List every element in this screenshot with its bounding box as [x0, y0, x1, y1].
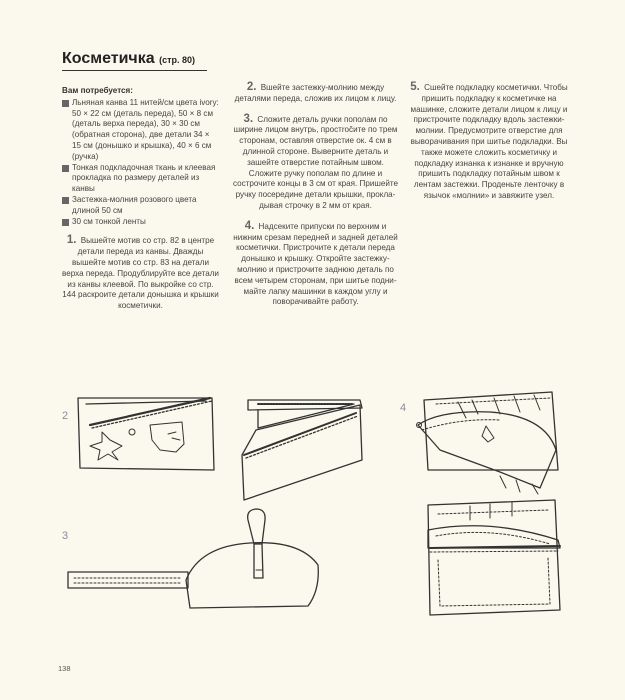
materials-heading: Вам потребуется: — [62, 86, 133, 95]
step-text: Вшейте застежку-молнию между деталями переда, сложив их лицом к лицу. — [234, 83, 397, 103]
step-text: Сшейте подкладку косметички. Чтобы пришить подкладку к косметичке на машинке, сложите детали лицом к лицу и пристрочите подкладку вдоль застежки-молнии. Предусмотрите отверстие для выворачивания при шитье подкладки. Вы также можете сложить косметичку и подкладку изнанка к изнанке и вручную пришить подкладку потайным швом к лентам застежки. Проденьте ленточку в язычок «молнии» и завяжите узел. — [410, 83, 568, 200]
figure-3-handle-strip-illustration — [68, 572, 188, 588]
figure-label-3: 3 — [62, 530, 69, 542]
page-reference: (стр. 80) — [159, 55, 195, 65]
step-number: 1. — [66, 234, 77, 247]
figure-4-assembly-illustration — [417, 392, 559, 494]
figure-2-zipper-illustration — [242, 400, 362, 500]
step-number: 3. — [243, 112, 254, 125]
title-text: Косметичка — [62, 50, 155, 67]
figure-label-4: 4 — [400, 402, 407, 414]
step-text: Надсеките припуски по верхним и нижним срезам передней и задней деталей косметички. Пристрочите к детали переда донышко и крышку. Откройте застежку-молнию и пристрочите заднюю деталь по всем четырем сторонам, при шитье поднимайте лапку машинки в каждом углу и поворачивайте работу. — [233, 221, 398, 307]
figure-label-2: 2 — [62, 410, 69, 422]
material-item: 30 см тонкой ленты — [62, 217, 219, 228]
material-item: Тонкая подкладочная ткань и клеевая прокладка по размеру деталей из канвы — [62, 163, 219, 195]
page-number: 138 — [58, 664, 71, 673]
step-text: Сложите деталь ручки пополам по ширине лицом внутрь, простročите по трем сторонам, оставляя отверстие ок. 4 см в длинной стороне. Выверните деталь и зашейте отверстие потайным швом. Сложите ручку пополам по длине и сострочите концы в 3 см от края. Пришейте ручку посередине детали крышки, прокладывая строчку в 2 мм от края. — [233, 114, 398, 210]
step-number: 2. — [246, 81, 257, 93]
figure-2-front-panel-illustration — [78, 398, 214, 470]
figure-4-finished-bag-illustration — [428, 500, 560, 615]
material-item: Льняная канва 11 нитей/см цвета ivory: 50 × 22 см (деталь переда), 50 × 8 см (деталь верха переда), 30 × 30 см (обратная сторона), две детали 34 × 15 см (донышко и крышка), 40 × 6 см (ручка) — [62, 98, 219, 163]
step-number: 5. — [410, 81, 420, 93]
material-item: Застежка-молния розового цвета длиной 50 см — [62, 195, 219, 217]
figure-3-lid-handle-illustration — [186, 509, 318, 608]
step-text: Вышейте мотив со стр. 82 в центре детали переда из канвы. Дважды вышейте мотив со стр. 83 на детали верха переда. Продублируйте все детали из канвы клеевой. По выкройке со стр. 144 раскроите детали донышка и крышки косметички. — [62, 236, 219, 311]
step-number: 4. — [244, 219, 255, 232]
